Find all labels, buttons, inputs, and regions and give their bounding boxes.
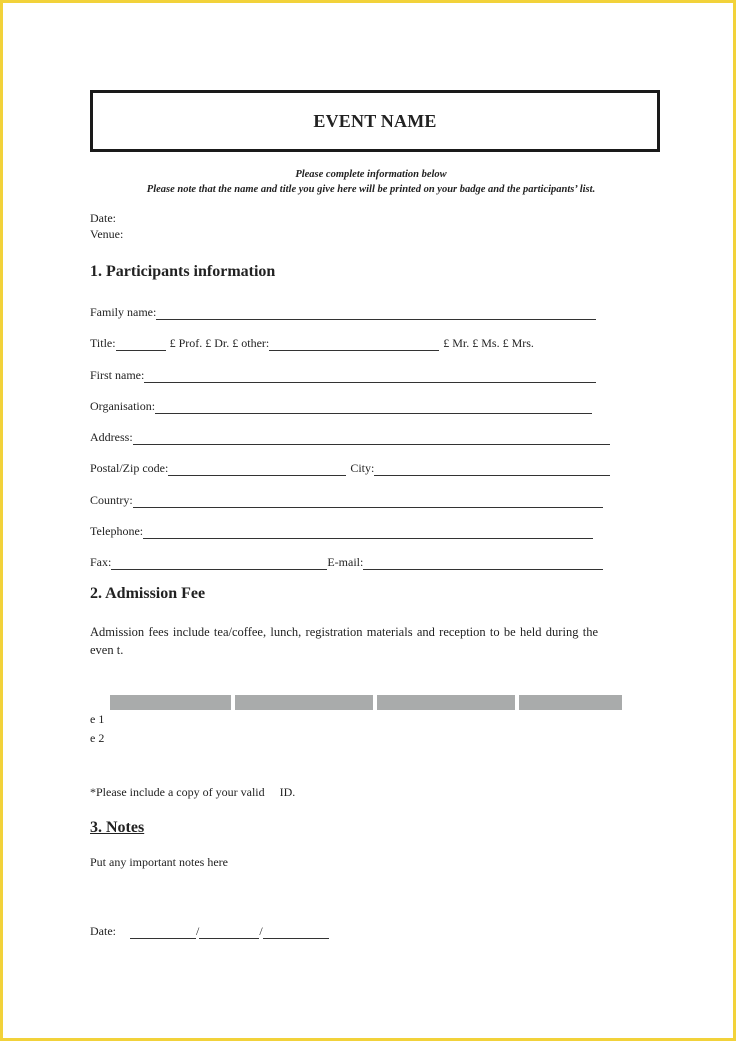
title-options-academic[interactable]: £ Prof. £ Dr. £ other: (169, 336, 270, 350)
date-year-line[interactable] (263, 925, 329, 939)
country-line[interactable] (133, 494, 603, 508)
section1-heading: 1. Participants information (90, 263, 276, 280)
country-field[interactable] (90, 490, 603, 508)
first-name-field[interactable] (90, 365, 596, 383)
organisation-field[interactable] (90, 396, 592, 414)
organisation-line[interactable] (155, 400, 592, 414)
instruction-line-1: Please complete information below (295, 169, 447, 180)
address-label: Address: (90, 430, 133, 444)
title-line[interactable] (116, 337, 166, 351)
telephone-line[interactable] (143, 525, 593, 539)
fee-table-header-cell-1 (110, 695, 231, 710)
date-label: Date: (90, 211, 116, 225)
admission-paragraph: Admission fees include tea/coffee, lunch, registration materials and reception to be held during the even t. (90, 625, 598, 657)
date-signature-label: Date: (90, 924, 116, 938)
title-label: Title: (90, 336, 116, 350)
id-note: *Please include a copy of your valid ID. (90, 785, 296, 799)
date-signature-field[interactable] (90, 921, 329, 939)
fax-email-field[interactable] (90, 552, 603, 570)
country-label: Country: (90, 493, 133, 507)
address-field[interactable] (90, 427, 610, 445)
family-name-label: Family name: (90, 305, 157, 319)
family-name-field[interactable] (90, 302, 596, 320)
date-day-line[interactable] (130, 925, 196, 939)
first-name-label: First name: (90, 368, 145, 382)
organisation-label: Organisation: (90, 399, 156, 413)
postal-line[interactable] (168, 462, 346, 476)
section2-heading: 2. Admission Fee (90, 585, 206, 602)
fee-table-header-cell-2 (235, 695, 373, 710)
notes-body: Put any important notes here (90, 855, 228, 869)
date-month-line[interactable] (199, 925, 259, 939)
email-label: E-mail: (327, 555, 364, 569)
telephone-label: Telephone: (90, 524, 144, 538)
city-line[interactable] (374, 462, 610, 476)
fee-row-1-label: e 1 (90, 712, 105, 726)
postal-label: Postal/Zip code: (90, 461, 169, 475)
fee-table-header-cell-4 (519, 695, 622, 710)
section3-heading (90, 819, 144, 837)
postal-city-field[interactable] (90, 458, 610, 476)
date-sep-2: / (259, 924, 263, 938)
address-line[interactable] (133, 431, 610, 445)
instruction-line-2: Please note that the name and title you give here will be printed on your badge and the participants’ list. (146, 184, 596, 195)
section3-heading-text: 3. Notes (90, 819, 145, 836)
fax-label: Fax: (90, 555, 112, 569)
fee-row-2-label: e 2 (90, 731, 105, 745)
email-line[interactable] (363, 556, 603, 570)
city-label: City: (350, 461, 375, 475)
event-title-box (90, 90, 660, 152)
family-name-line[interactable] (156, 306, 596, 320)
telephone-field[interactable] (90, 521, 593, 539)
title-field[interactable] (90, 333, 534, 351)
venue-label: Venue: (90, 227, 124, 241)
title-options-civil[interactable]: £ Mr. £ Ms. £ Mrs. (443, 336, 534, 350)
first-name-line[interactable] (144, 369, 596, 383)
event-title: EVENT NAME (313, 110, 437, 131)
fee-table-header-cell-3 (377, 695, 515, 710)
fax-line[interactable] (111, 556, 327, 570)
date-sep-1: / (196, 924, 200, 938)
title-other-line[interactable] (269, 337, 439, 351)
